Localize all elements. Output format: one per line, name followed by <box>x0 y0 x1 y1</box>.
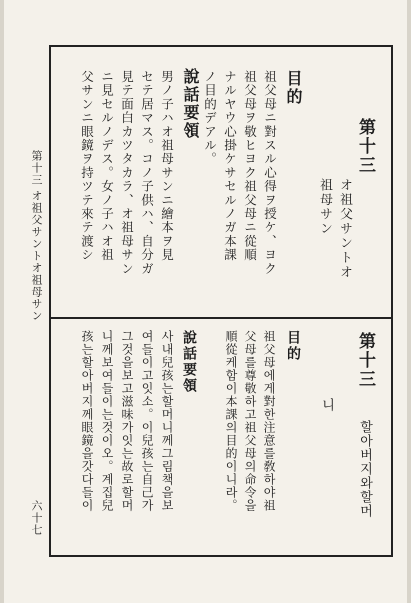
kr-lesson-title-2: 니 <box>319 398 334 412</box>
jp-summary-line-1: 男ノ子ハオ祖母サンニ繪本ヲ見 <box>159 70 175 262</box>
kr-summary-heading: 說話要領 <box>181 330 197 394</box>
kr-purpose-heading: 目的 <box>285 330 301 362</box>
jp-summary-line-4: ニ見セルノデス。女ノ子ハオ祖 <box>99 70 115 262</box>
jp-lesson-title-2: 祖母サン <box>317 178 332 236</box>
jp-purpose-line-1: 祖父母ニ對スル心得ヲ授ケ、ヨク <box>262 70 278 276</box>
jp-summary-heading: 說話要領 <box>181 68 200 140</box>
jp-lesson-title-1: オ祖父サントオ <box>337 178 352 280</box>
kr-summary-line-2: 여들이고잇소。이兒孩는自己가 <box>140 330 154 512</box>
page-number: 六十七 <box>30 500 43 536</box>
kr-purpose-line-3: 順從케함이本課의目的이니라。 <box>224 330 238 512</box>
section-divider <box>49 317 393 319</box>
kr-summary-line-1: 사내兒孩는할머니께그림책을보 <box>160 330 174 512</box>
kr-summary-line-4: 니께보여들이는것이오。계집兒 <box>100 330 114 512</box>
kr-lesson-number: 第十三 <box>355 332 375 389</box>
jp-purpose-line-2: 祖父母ヲ敬ヒヨク祖父母ニ從順 <box>242 70 258 262</box>
scan-left-edge <box>0 0 4 603</box>
kr-purpose-line-1: 祖父母에게對한注意를敎하야祖 <box>262 330 276 512</box>
kr-summary-line-3: 그것을보고滋味가잇는故로할머 <box>120 330 134 512</box>
running-head: 第十三 <box>30 150 43 186</box>
jp-purpose-line-4: ノ目的デアル。 <box>202 70 218 166</box>
kr-purpose-line-2: 父母를尊敬하고祖父母의命令을 <box>243 330 257 512</box>
jp-purpose-line-3: ナルヤウ心掛ケサセルノガ本課 <box>222 70 238 262</box>
jp-lesson-number: 第十三 <box>355 118 375 175</box>
running-title: オ祖父サントオ祖母サン <box>30 190 43 322</box>
jp-summary-line-5: 父サンニ眼鏡ヲ持ツテ來テ渡シ <box>79 70 95 262</box>
jp-purpose-heading: 目的 <box>284 70 303 106</box>
jp-summary-line-2: セテ居マス。コノ子供ハ、自分ガ <box>139 70 155 276</box>
kr-lesson-title-1: 할아버지와할머 <box>357 420 372 518</box>
kr-summary-line-5: 孩는할아버지께眼鏡을갓다들이 <box>80 330 94 512</box>
jp-summary-line-3: 見テ面白カツタカラ、オ祖母サン <box>119 70 135 276</box>
scan-right-edge <box>407 0 411 603</box>
